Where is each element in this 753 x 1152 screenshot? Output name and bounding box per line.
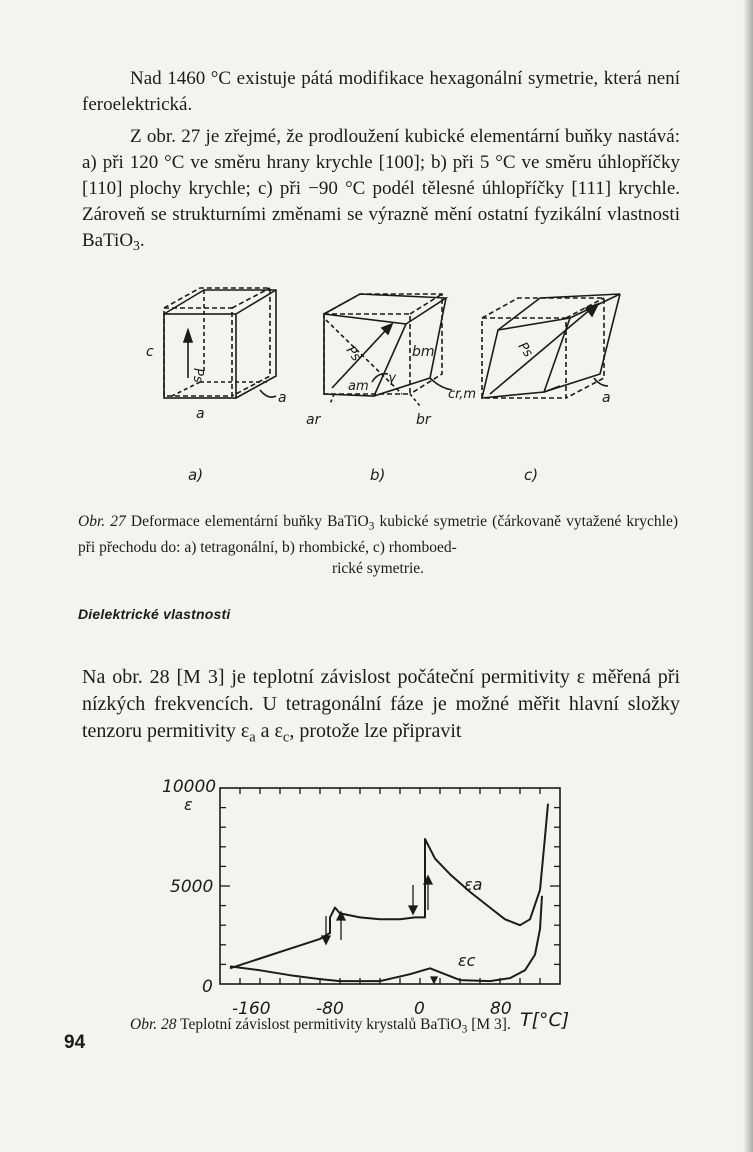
figure-27-caption-text: Deformace elementární buňky BaTiO <box>125 513 369 530</box>
paragraph-1 <box>82 66 680 118</box>
figure-27-caption-end: rické symetrie. <box>331 560 425 578</box>
paragraph-3-sub-a: a <box>249 729 256 746</box>
paragraph-3-text-b: a ε <box>255 720 283 742</box>
label-c-a: a <box>602 390 611 406</box>
figure-28-caption-text: Teplotní závislost permitivity krystalů BaTiO <box>176 1016 462 1033</box>
label-br: br <box>416 412 431 428</box>
label-c: c <box>146 344 154 360</box>
figure-27-caption-subscript: 3 <box>368 520 375 533</box>
x-tick-label-80: 80 <box>490 999 512 1019</box>
chart-series <box>230 804 548 981</box>
figure-27 <box>120 278 640 488</box>
section-title: Dielektrické vlastnosti <box>78 606 231 622</box>
page-number: 94 <box>64 1032 86 1053</box>
x-tick-label-neg80: -80 <box>316 999 344 1019</box>
paragraph-2 <box>82 124 680 259</box>
x-tick-label-neg160: -160 <box>232 999 271 1019</box>
label-ar: ar <box>306 412 321 428</box>
label-bm: bm <box>412 344 435 360</box>
panel-a-cube <box>164 288 276 398</box>
figure-28-caption-end: [M 3]. <box>467 1016 511 1033</box>
paragraph-2-text: Z obr. 27 je zřejmé, že prodloužení kubické elementární buňky nastává: a) při 120 °C ve směru hrany krychle [100]; b) při 5 °C ve směru úhlopříčky [110] plochy krychle; c) při −90 °C podél tělesné úhlopříčky [111] krychle. Zároveň se strukturními změnami se výrazně mění ostatní fyzikální vlastnosti BaTiO <box>82 126 680 251</box>
label-am: am <box>348 379 369 394</box>
series-line-epsilon-c <box>230 896 542 981</box>
label-crm: cr,m <box>448 387 477 402</box>
label-ps-b: Ps <box>342 343 364 365</box>
paragraph-2-end: . <box>139 230 145 251</box>
label-ps-c: Ps <box>514 339 536 361</box>
series-line-epsilon-a <box>230 804 548 969</box>
paragraph-1-text: Nad 1460 °C existuje pátá modifikace hexagonální symetrie, která není feroelektrická. <box>82 68 680 115</box>
y-tick-label-5000: 5000 <box>170 877 214 897</box>
label-a-side: a <box>278 390 287 406</box>
panel-c-label: c) <box>524 466 539 484</box>
figure-27-caption <box>78 511 678 579</box>
panel-a-label: a) <box>188 466 204 484</box>
paragraph-3-sub-c: c <box>282 729 290 746</box>
label-ps-a: Ps <box>190 368 205 383</box>
transition-arrows <box>322 876 437 983</box>
paragraph-3-text-c: , protože lze připravit <box>289 720 462 742</box>
figure-28-caption <box>130 1014 650 1040</box>
series-label-ea: εa <box>464 875 483 894</box>
figure-28-chart <box>150 770 590 1040</box>
x-axis-label: T[°C] <box>520 1009 570 1031</box>
label-gamma: γ <box>388 371 396 386</box>
panel-b-label: b) <box>370 466 386 484</box>
panel-c-cube <box>482 294 620 398</box>
series-label-ec: εc <box>458 951 476 970</box>
figure-27-caption-text2: kubické symetrie (čárkovaně vytažené krychle) při přechodu do: a) tetragonální, b) rhombické, c) rhomboed- <box>78 513 679 557</box>
x-tick-label-0: 0 <box>414 999 425 1019</box>
page-edge-shadow <box>743 0 753 1152</box>
figure-27-caption-label: Obr. 27 <box>78 513 126 530</box>
figure-28-caption-label: Obr. 28 <box>130 1016 177 1033</box>
label-a-bottom: a <box>196 406 205 422</box>
figure-28-caption-subscript: 3 <box>461 1023 468 1036</box>
y-tick-label-10000: 10000 <box>162 777 217 797</box>
y-axis-label: ε <box>184 795 193 814</box>
paragraph-3-text-a: Na obr. 28 [M 3] je teplotní závislost počáteční permitivity ε měřená při nízkých frekvencích. U tetragonální fáze je možné měřit hlavní složky tenzoru permitivity ε <box>82 666 680 742</box>
y-tick-label-0: 0 <box>202 977 213 997</box>
paragraph-2-subscript: 3 <box>133 238 140 254</box>
paragraph-3 <box>82 664 680 751</box>
